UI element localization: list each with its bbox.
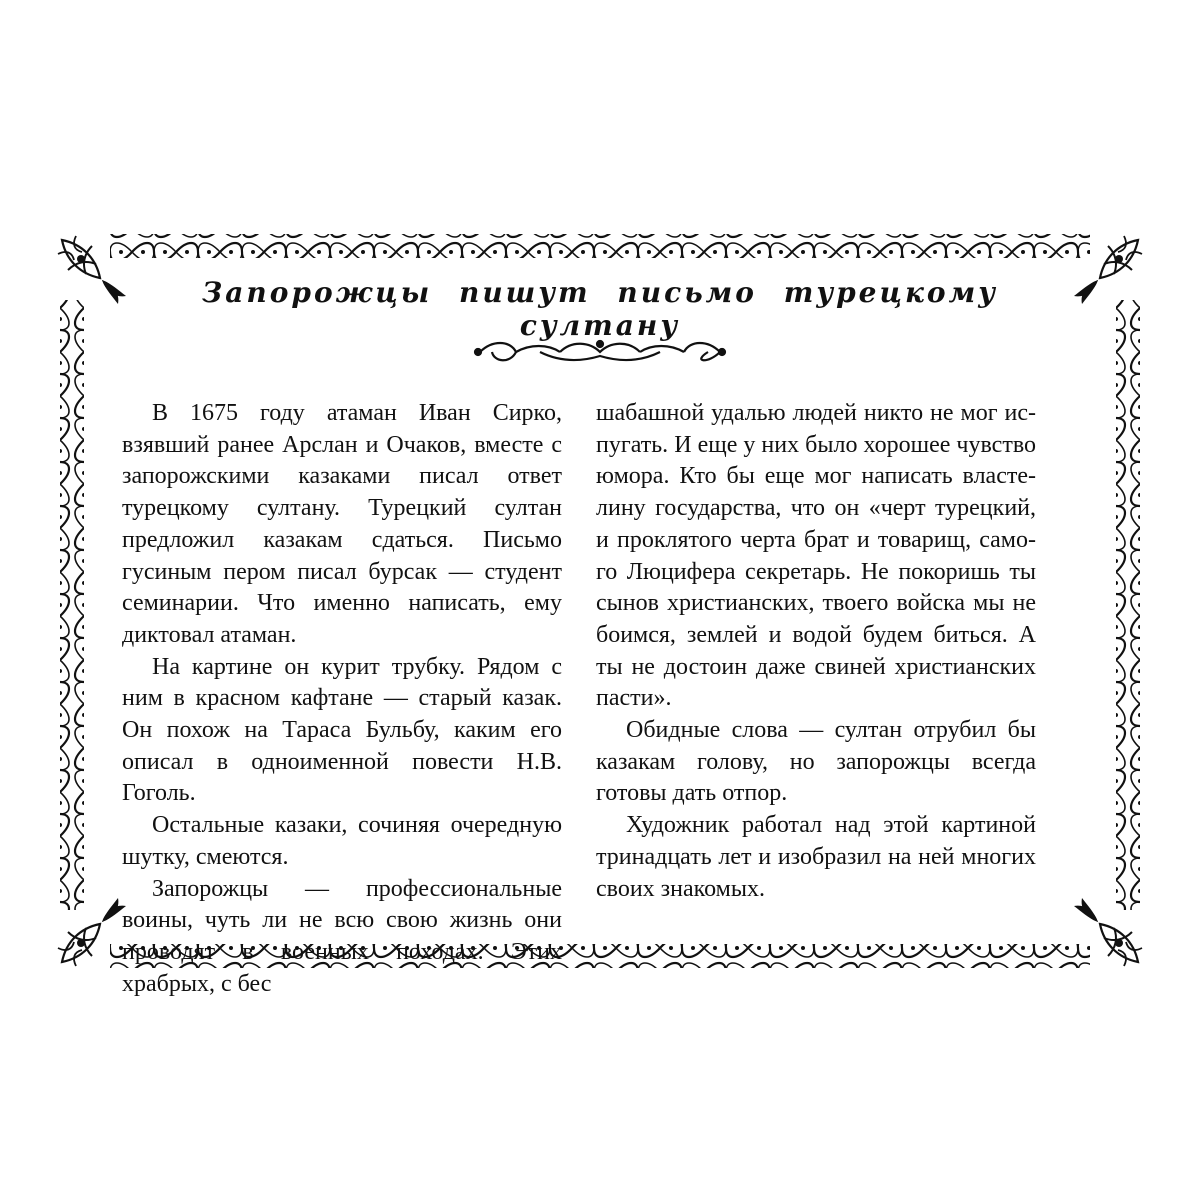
- frame-right-border: [1116, 300, 1140, 910]
- paragraph: шабашной удалью людей никто не мог испугать. И еще у них было хорошее чувство юмора. Кто бы еще мог написать властелину государства, что он «черт турецкий, и проклятого черта брат и товарищ, самого Люцифера секретарь. Не покоришь ты сынов христианских, твоего войска мы не боимся, землей и водой будем биться. А ты не достоин даже свиней христианских пасти».: [596, 400, 1036, 712]
- frame-top-border: [110, 234, 1090, 258]
- paragraph: В 1675 году атаман Иван Сирко, взявший ранее Арслан и Очаков, вместе с запорожскими казаками писал ответ турецкому султану. Турецкий султан предложил казакам сдаться. Письмо гусиным пером писал бурсак — студент семинарии. Что именно написать, ему диктовал атаман.: [122, 400, 562, 648]
- frame-left-border: [60, 300, 84, 910]
- paragraph: Обидные слова — султан отрубил бы казакам голову, но запорожцы всегда готовы дать отпор.: [596, 717, 1036, 807]
- paragraph: Запорожцы — профессиональные воины, чуть ли не всю свою жизнь они проводят в военных походах. Этих храбрых, с бес: [122, 875, 562, 997]
- paragraph: На картине он курит трубку. Рядом с ним в красном кафтане — старый казак. Он похож на Тараса Бульбу, каким его описал в одноименной повести Н.В. Гоголь.: [122, 653, 562, 807]
- paragraph: Остальные казаки, сочиняя очередную шутку, смеются.: [122, 812, 562, 870]
- text-column-right: [596, 398, 1036, 905]
- page-title: Запорожцы пишут письмо турецкому султану: [202, 276, 998, 342]
- paragraph: Художник работал над этой картиной тринадцать лет и изобразил на ней многих своих знакомых.: [596, 812, 1036, 902]
- title-flourish-ornament: [475, 341, 725, 360]
- text-column-left: [122, 398, 562, 1000]
